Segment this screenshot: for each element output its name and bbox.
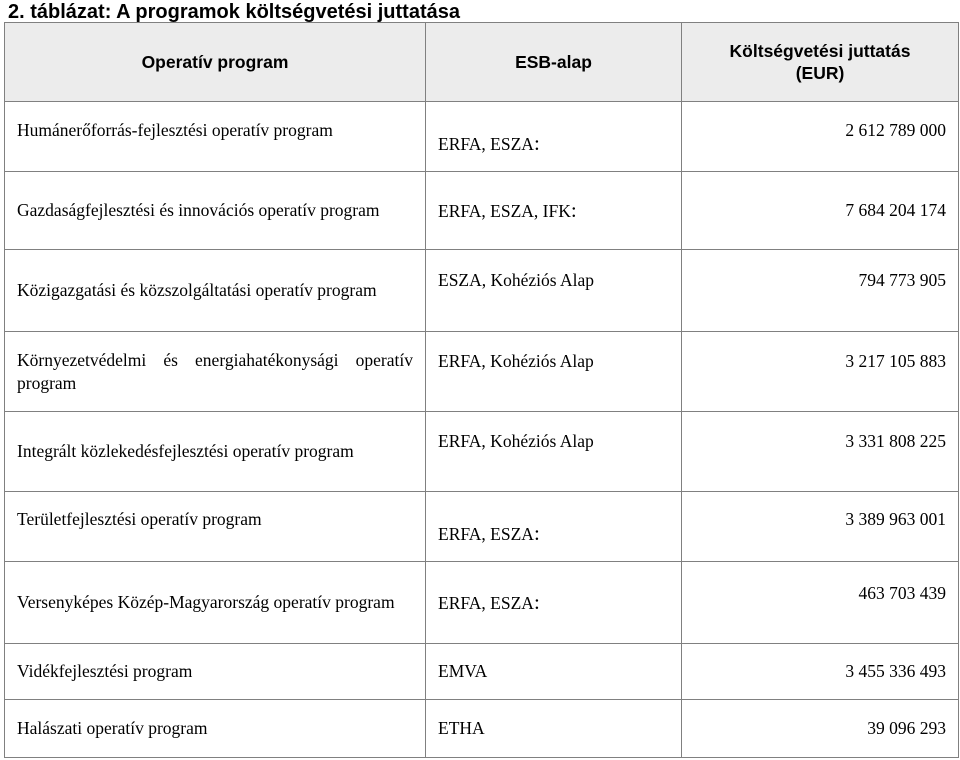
budget-amount: 463 703 439 <box>682 562 959 644</box>
table-header-row <box>5 23 959 102</box>
program-name: Területfejlesztési operatív program <box>5 492 426 562</box>
fund-name: ESZA, Kohéziós Alap <box>426 250 682 332</box>
table-title: 2. táblázat: A programok költségvetési juttatása <box>8 1 460 23</box>
header-budget <box>682 23 959 102</box>
budget-amount: 794 773 905 <box>682 250 959 332</box>
header-fund: ESB-alap <box>426 23 682 102</box>
table-row <box>5 332 959 412</box>
budget-amount: 3 331 808 225 <box>682 412 959 492</box>
header-budget-line2: (EUR) <box>795 63 845 83</box>
budget-table <box>4 22 959 758</box>
program-name: Gazdaságfejlesztési és innovációs operatív program <box>5 172 426 250</box>
program-name: Versenyképes Közép-Magyarország operatív program <box>5 562 426 644</box>
fund-name: ERFA, Kohéziós Alap <box>426 332 682 412</box>
fund-name: ERFA, ESZA: <box>426 102 682 172</box>
budget-amount: 3 389 963 001 <box>682 492 959 562</box>
table-row <box>5 172 959 250</box>
budget-amount: 3 217 105 883 <box>682 332 959 412</box>
budget-amount: 7 684 204 174 <box>682 172 959 250</box>
table-row <box>5 492 959 562</box>
budget-amount: 39 096 293 <box>682 700 959 758</box>
program-name: Humánerőforrás-fejlesztési operatív program <box>5 102 426 172</box>
program-name: Vidékfejlesztési program <box>5 644 426 700</box>
budget-amount: 3 455 336 493 <box>682 644 959 700</box>
fund-name: ERFA, ESZA: <box>426 562 682 644</box>
table-row <box>5 644 959 700</box>
header-program: Operatív program <box>5 23 426 102</box>
fund-name: EMVA <box>426 644 682 700</box>
table-row <box>5 562 959 644</box>
program-name: Halászati operatív program <box>5 700 426 758</box>
program-name: Integrált közlekedésfejlesztési operatív program <box>5 412 426 492</box>
table-row <box>5 250 959 332</box>
budget-amount: 2 612 789 000 <box>682 102 959 172</box>
table-row <box>5 412 959 492</box>
fund-name: ETHA <box>426 700 682 758</box>
fund-name: ERFA, ESZA, IFK: <box>426 172 682 250</box>
fund-name: ERFA, Kohéziós Alap <box>426 412 682 492</box>
program-name: Környezetvédelmi és energiahatékonysági operatív program <box>5 332 426 412</box>
fund-name: ERFA, ESZA: <box>426 492 682 562</box>
table-row <box>5 700 959 758</box>
table-row <box>5 102 959 172</box>
program-name: Közigazgatási és közszolgáltatási operatív program <box>5 250 426 332</box>
header-budget-line1: Költségvetési juttatás <box>729 41 911 61</box>
